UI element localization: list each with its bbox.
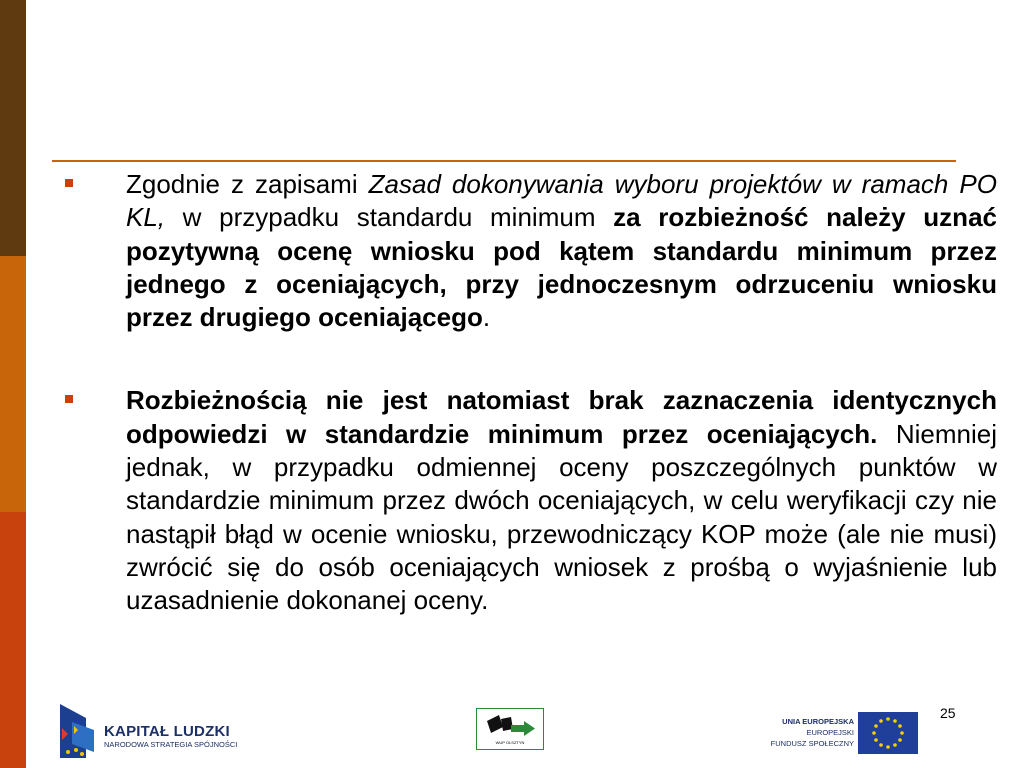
bullet-1-text-mid: w przypadku standardu minimum <box>165 202 614 233</box>
eu-line-3: FUNDUSZ SPOŁECZNY <box>770 739 854 748</box>
kapital-ludzki-subtitle: NARODOWA STRATEGIA SPÓJNOŚCI <box>104 740 238 749</box>
kapital-ludzki-logo <box>56 700 246 760</box>
eu-line-1: UNIA EUROPEJSKA <box>782 717 854 726</box>
bullet-1-text-intro: Zgodnie z zapisami <box>126 169 369 199</box>
kapital-ludzki-title: KAPITAŁ LUDZKI <box>104 723 230 740</box>
wup-logo-text: WUP OLSZTYN <box>495 740 525 745</box>
bullet-1-text-bold: za rozbieżność należy uznać pozytywną ocenę wniosku pod kątem standardu minimum przez jednego z oceniających, przy jednoczesnym odrzuceniu wniosku przez drugiego oceniającego <box>126 202 997 333</box>
title-divider <box>52 160 956 162</box>
eu-line-2: EUROPEJSKI <box>806 728 854 737</box>
bullet-2-text-rest: Niemniej jednak, w przypadku odmiennej oceny poszczególnych punktów w standardzie minimum przez dwóch oceniających, w celu weryfikacji czy nie nastąpił błąd w ocenie wniosku, przewodniczący KOP może (ale nie musi) zwrócić się do osób oceniających wniosek z prośbą o wyjaśnienie lub uzasadnienie dokonanej oceny. <box>126 418 997 616</box>
bullet-item-1 <box>60 168 997 334</box>
kapital-ludzki-emblem-icon <box>56 700 100 760</box>
page-number: 25 <box>940 705 956 721</box>
bullet-1-text-italic: Zasad dokonywania wyboru projektów w ramach PO KL, <box>126 169 997 233</box>
square-bullet-icon <box>65 179 73 187</box>
left-bar-bottom <box>0 512 26 768</box>
eu-flag-icon <box>858 712 918 754</box>
left-bar-middle <box>0 256 26 512</box>
square-bullet-icon <box>65 395 73 403</box>
wup-arrow-icon <box>477 709 543 743</box>
bullet-1-text-end: . <box>482 302 491 333</box>
eu-logo-text <box>744 716 854 749</box>
wup-logo <box>476 708 544 750</box>
bullet-list <box>60 168 997 618</box>
left-bar-top <box>0 0 26 256</box>
bullet-2-text-bold: Rozbieżnością nie jest natomiast brak zaznaczenia identycznych odpowiedzi w standardzie minimum przez oceniających. <box>126 385 997 449</box>
bullet-item-2 <box>60 384 997 617</box>
